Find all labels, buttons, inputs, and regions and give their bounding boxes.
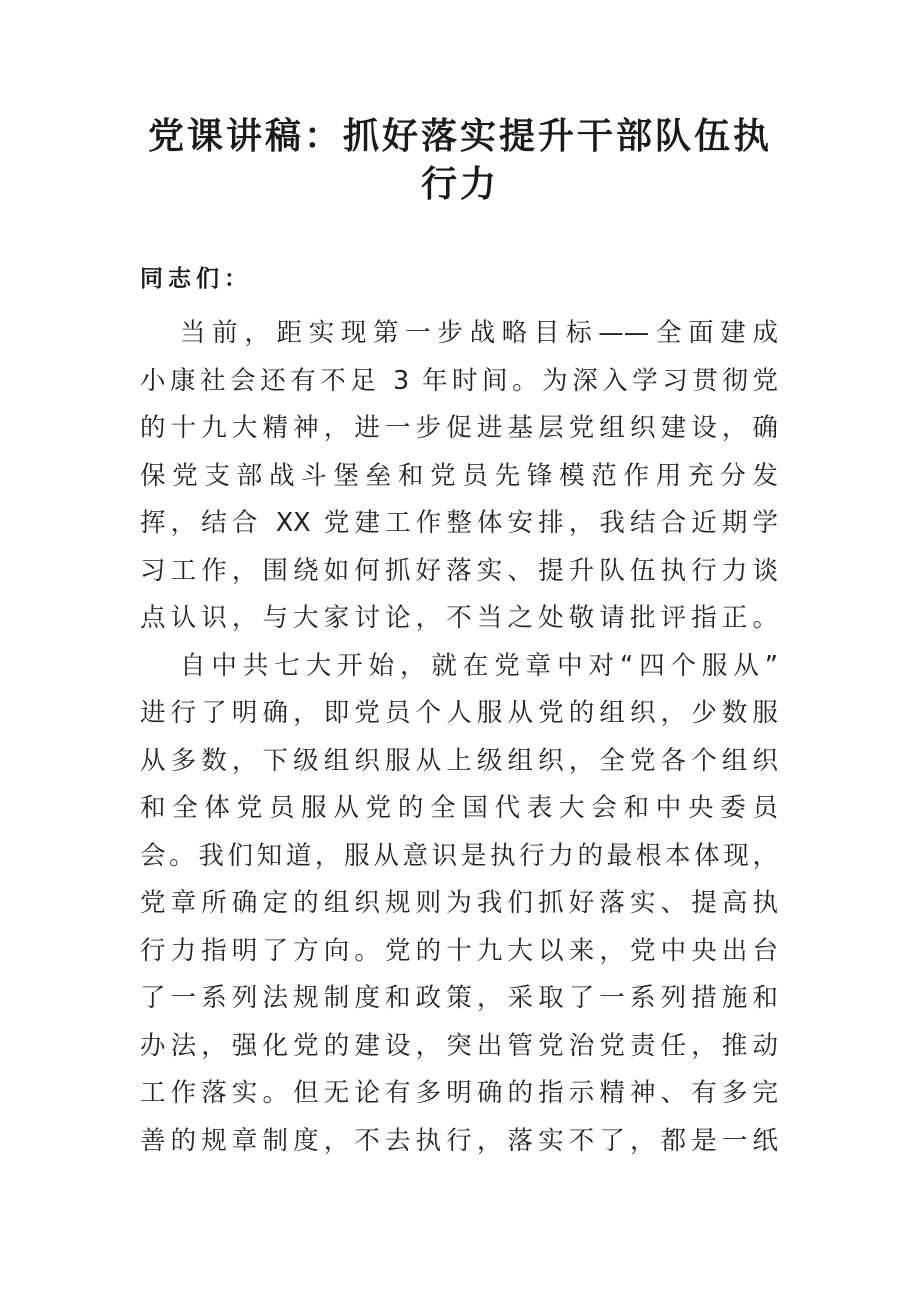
paragraph-line: 保党支部战斗堡垒和党员先锋模范作用充分发 bbox=[140, 460, 778, 491]
paragraph-line: 点认识，与大家讨论，不当之处敬请批评指正。 bbox=[140, 603, 778, 633]
paragraph-line: 习工作，围绕如何抓好落实、提升队伍执行力谈 bbox=[140, 555, 778, 586]
document-title: 党课讲稿：抓好落实提升干部队伍执行力 bbox=[147, 115, 772, 205]
paragraph bbox=[140, 643, 778, 1166]
paragraph-line: 了一系列法规制度和政策，采取了一系列措施和 bbox=[140, 983, 778, 1013]
paragraph-line: 当前，距实现第一步战略目标——全面建成 bbox=[180, 318, 778, 348]
paragraph-line: 从多数，下级组织服从上级组织，全党各个组织 bbox=[140, 745, 778, 776]
paragraph-line: 自中共七大开始，就在党章中对“四个服从” bbox=[180, 650, 778, 681]
paragraph-line: 行力指明了方向。党的十九大以来，党中央出台 bbox=[140, 935, 778, 966]
paragraph-line: 党章所确定的组织规则为我们抓好落实、提高执 bbox=[140, 888, 778, 918]
paragraph bbox=[140, 310, 778, 643]
paragraph-line: 办法，强化党的建设，突出管党治党责任，推动 bbox=[140, 1030, 778, 1061]
document-body bbox=[140, 310, 778, 1165]
paragraph-line: 小康社会还有不足 3 年时间。为深入学习贯彻党 bbox=[140, 365, 778, 396]
paragraph-line: 工作落实。但无论有多明确的指示精神、有多完 bbox=[140, 1078, 778, 1108]
paragraph-line: 的十九大精神，进一步促进基层党组织建设，确 bbox=[140, 413, 778, 443]
paragraph-line: 挥，结合 XX 党建工作整体安排，我结合近期学 bbox=[140, 508, 778, 538]
greeting: 同志们： bbox=[140, 266, 252, 292]
paragraph-line: 进行了明确，即党员个人服从党的组织，少数服 bbox=[140, 698, 778, 728]
paragraph-line: 和全体党员服从党的全国代表大会和中央委员 bbox=[140, 793, 778, 823]
paragraph-line: 会。我们知道，服从意识是执行力的最根本体现， bbox=[140, 840, 778, 871]
paragraph-line: 善的规章制度，不去执行，落实不了，都是一纸 bbox=[140, 1125, 778, 1156]
